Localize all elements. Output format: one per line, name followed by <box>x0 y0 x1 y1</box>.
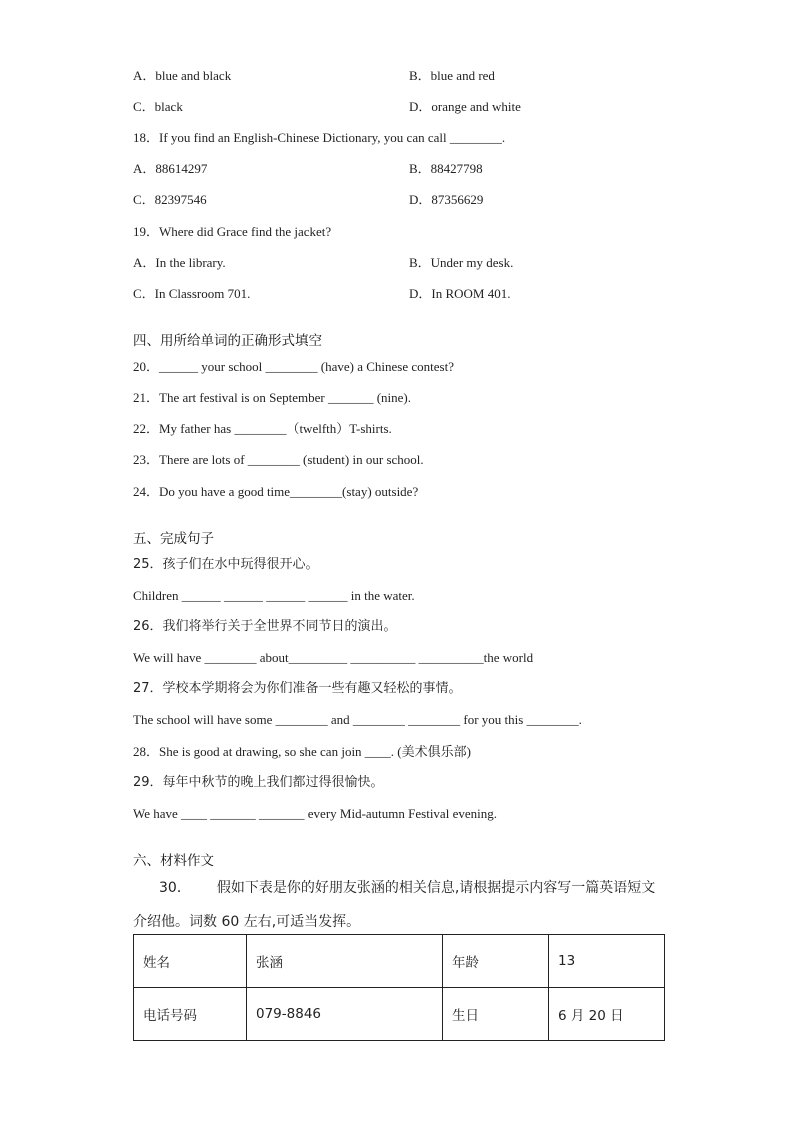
q17-option-c: C．black <box>133 99 183 114</box>
q27-sentence: The school will have some ________ and ________ ________ for you this ________. <box>133 712 582 727</box>
table-cell: 6 月 20 日 <box>549 988 665 1041</box>
q29-prompt: 29．每年中秋节的晚上我们都过得很愉快。 <box>133 775 384 790</box>
q18-option-b: B．88427798 <box>409 161 483 176</box>
q21: 21．The art festival is on September _______ (nine). <box>133 390 411 405</box>
table-row <box>134 935 665 988</box>
q30-prompt <box>133 871 665 939</box>
q23: 23．There are lots of ________ (student) in our school. <box>133 452 424 467</box>
q30-number: 30． <box>159 880 191 896</box>
q18-stem: 18．If you find an English-Chinese Dictionary, you can call ________. <box>133 130 506 145</box>
q18-option-a: A．88614297 <box>133 161 208 176</box>
q29-sentence: We have ____ _______ _______ every Mid-autumn Festival evening. <box>133 806 497 821</box>
q19-option-c: C．In Classroom 701. <box>133 286 251 301</box>
q20: 20．______ your school ________ (have) a Chinese contest? <box>133 359 454 374</box>
table-cell: 079-8846 <box>247 988 443 1041</box>
section-6-title: 六、材料作文 <box>133 853 214 869</box>
table-cell: 生日 <box>443 988 549 1041</box>
q19-option-b: B．Under my desk. <box>409 255 514 270</box>
q22: 22．My father has ________（twelfth）T-shirts. <box>133 421 392 436</box>
q25-sentence: Children ______ ______ ______ ______ in the water. <box>133 588 415 603</box>
table-cell: 电话号码 <box>134 988 247 1041</box>
table-cell: 年龄 <box>443 935 549 988</box>
q27-prompt: 27．学校本学期将会为你们准备一些有趣又轻松的事情。 <box>133 681 462 696</box>
q30-text: 假如下表是你的好朋友张涵的相关信息,请根据提示内容写一篇英语短文介绍他。词数 60 左右,可适当发挥。 <box>133 880 656 930</box>
q18-option-d: D．87356629 <box>409 192 484 207</box>
q28: 28．She is good at drawing, so she can join ____. (美术俱乐部) <box>133 744 471 759</box>
q19-stem: 19．Where did Grace find the jacket? <box>133 224 332 239</box>
table-row <box>134 988 665 1041</box>
q18-option-c: C．82397546 <box>133 192 207 207</box>
section-5-title: 五、完成句子 <box>133 531 214 547</box>
q17-option-d: D．orange and white <box>409 99 521 114</box>
q26-prompt: 26．我们将举行关于全世界不同节日的演出。 <box>133 619 397 634</box>
table-cell: 13 <box>549 935 665 988</box>
table-cell: 张涵 <box>247 935 443 988</box>
q24: 24．Do you have a good time________(stay) outside? <box>133 484 419 499</box>
q17-option-a: A．blue and black <box>133 68 232 83</box>
section-4-title: 四、用所给单词的正确形式填空 <box>133 333 322 349</box>
q17-option-b: B．blue and red <box>409 68 495 83</box>
table-cell: 姓名 <box>134 935 247 988</box>
q19-option-d: D．In ROOM 401. <box>409 286 511 301</box>
info-table <box>133 934 665 1041</box>
q26-sentence: We will have ________ about_________ __________ __________the world <box>133 650 534 665</box>
q19-option-a: A．In the library. <box>133 255 226 270</box>
q25-prompt: 25．孩子们在水中玩得很开心。 <box>133 557 319 572</box>
